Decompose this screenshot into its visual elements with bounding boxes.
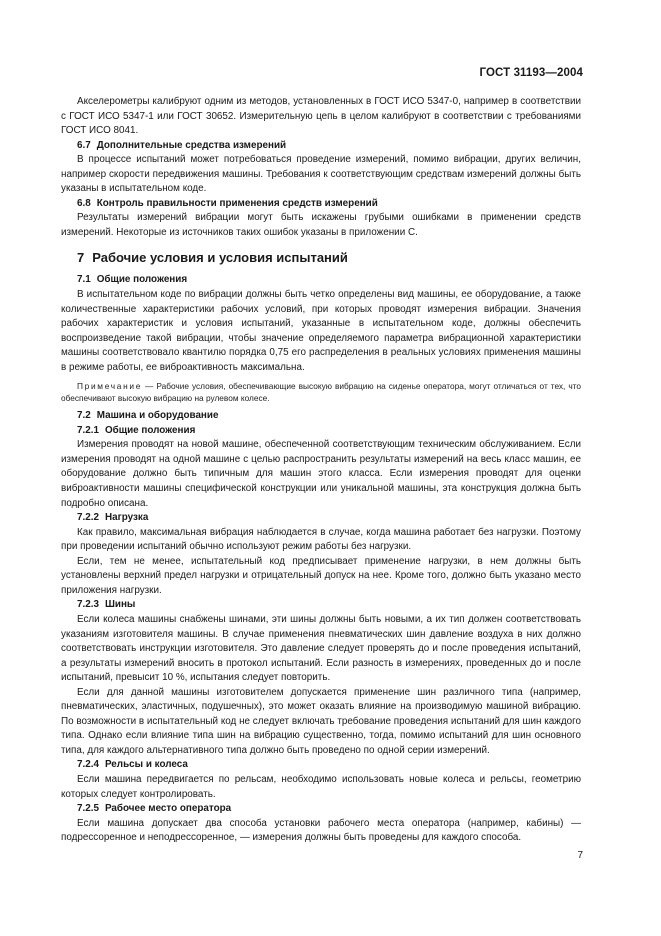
section-7-2-3-heading xyxy=(61,598,581,613)
section-title: Машина и оборудование xyxy=(96,410,219,422)
section-number: 7.2.1 xyxy=(77,424,99,436)
section-title: Контроль правильности применения средств измерений xyxy=(96,197,378,209)
section-number: 7 xyxy=(77,250,85,266)
section-7-2-1-text: Измерения проводят на новой машине, обеспеченной соответствующим техническим обслуживанием. Если измерения проводят на одной машине с целью распространить результаты измерений на весь класс машин, ее оборудование должно быть типичным для машин этого класса. Если измерения проводят для оценки виброактивности машины специфической конструкции или уникальной машины, эта конструкция должна быть подробно описана. xyxy=(61,439,581,509)
section-7-2-2-text-1: Как правило, максимальная вибрация наблюдается в случае, когда машина работает без нагрузки. Поэтому при проведении испытаний обычно используют режим работы без нагрузки. xyxy=(61,526,581,553)
section-7-heading xyxy=(61,249,581,267)
document-body xyxy=(61,95,581,846)
section-7-2-2-heading xyxy=(61,511,581,526)
section-7-1-heading xyxy=(61,273,581,288)
section-number: 7.1 xyxy=(77,274,91,286)
section-6-7-text: В процессе испытаний может потребоваться проведение измерений, помимо вибрации, других величин, например скорости передвижения машины. Требования к соответствующим средствам измерений должны быть указаны в испытательном коде. xyxy=(61,154,581,195)
section-7-2-5-text: Если машина допускает два способа установки рабочего места оператора (например, кабины) — подрессоренное и неподрессоренное, — измерения должны быть проведены для каждого способа. xyxy=(61,817,581,844)
section-7-2-4-text: Если машина передвигается по рельсам, необходимо использовать новые колеса и рельсы, геометрию которых следует контролировать. xyxy=(61,773,581,800)
section-title: Рабочие условия и условия испытаний xyxy=(92,250,348,266)
section-6-8-heading xyxy=(61,197,581,212)
section-number: 7.2 xyxy=(77,410,91,422)
section-title: Общие положения xyxy=(104,424,196,436)
section-7-2-4-heading xyxy=(61,758,581,773)
section-7-2-1-heading xyxy=(61,424,581,439)
section-6-8-text: Результаты измерений вибрации могут быть искажены грубыми ошибками в применении средств измерений. Некоторые из источников таких ошибок указаны в приложении С. xyxy=(61,212,581,238)
section-7-2-heading xyxy=(61,409,581,424)
section-title: Рельсы и колеса xyxy=(104,759,188,771)
document-code-header: ГОСТ 31193—2004 xyxy=(479,67,583,79)
section-7-2-5-heading xyxy=(61,802,581,817)
section-title: Рабочее место оператора xyxy=(104,803,232,815)
section-number: 6.8 xyxy=(77,197,91,209)
section-7-2-3-text-1: Если колеса машины снабжены шинами, эти шины должны быть новыми, а их тип должен соответствовать указаниям изготовителя машины. В случае применения пневматических шин давление воздуха в них должно соответствовать инструкции изготовителя. Это давление следует проверять до и после проведения испытаний, а результаты измерений вносить в протокол испытаний. Если разность в измерениях, проведенных до и после испытаний, превысит 10 %, испытания следует повторить. xyxy=(61,613,581,684)
section-6-7-heading xyxy=(61,139,581,154)
note-label: Примечание xyxy=(77,381,143,392)
page-number: 7 xyxy=(577,850,583,861)
section-7-1-text: В испытательном коде по вибрации должны быть четко определены вид машины, ее оборудование, а также количественные характеристики рабочих условий, при которых проводят измерения вибрации. Значения рабочих характеристик и условия испытаний, указанные в испытательном коде, должны обеспечить воспроизведение такой вибрации, чтобы значение определяемого параметра вибрационной характеристики машины соответствовало квантилю порядка 0,75 его распределения в реальных условиях применения машины в режиме работы, ее виброактивность максимальна. xyxy=(61,289,581,373)
section-number: 7.2.2 xyxy=(77,512,99,524)
section-7-2-3-text-2: Если для данной машины изготовителем допускается применение шин различного типа (например, пневматических, эластичных, подушечных), это может оказать влияние на производимую машиной вибрацию. По возможности в испытательный код не следует включать требование проведения испытаний для шин каждого типа. Однако если влияние типа шин на вибрацию существенно, тогда, помимо испытаний для шин основного типа, для каждого альтернативного типа должно быть проведено по одной серии измерений. xyxy=(61,686,581,756)
section-number: 7.2.3 xyxy=(77,599,99,611)
section-title: Дополнительные средства измерений xyxy=(96,139,287,151)
section-number: 7.2.4 xyxy=(77,759,99,771)
section-number: 6.7 xyxy=(77,139,91,151)
section-title: Шины xyxy=(104,599,136,611)
section-title: Нагрузка xyxy=(104,512,149,524)
section-7-2-2-text-2: Если, тем не менее, испытательный код предписывает применение нагрузки, в нем должны быть установлены верхний предел нагрузки и отрицательный допуск на нее. Кроме того, должно быть указано место приложения нагрузки. xyxy=(61,555,581,596)
section-title: Общие положения xyxy=(96,274,188,286)
intro-paragraph: Акселерометры калибруют одним из методов, установленных в ГОСТ ИСО 5347-0, например в соответствии с ГОСТ ИСО 5347-1 или ГОСТ 30652. Измерительную цепь в целом калибруют в соответствии с требованиями ГОСТ ИСО 8041. xyxy=(61,96,581,137)
note-text: — Рабочие условия, обеспечивающие высокую вибрацию на сиденье оператора, могут отличаться от тех, что обеспечивают высокую вибрацию на рулевом колесе. xyxy=(61,381,581,404)
note xyxy=(61,380,581,404)
section-number: 7.2.5 xyxy=(77,803,99,815)
